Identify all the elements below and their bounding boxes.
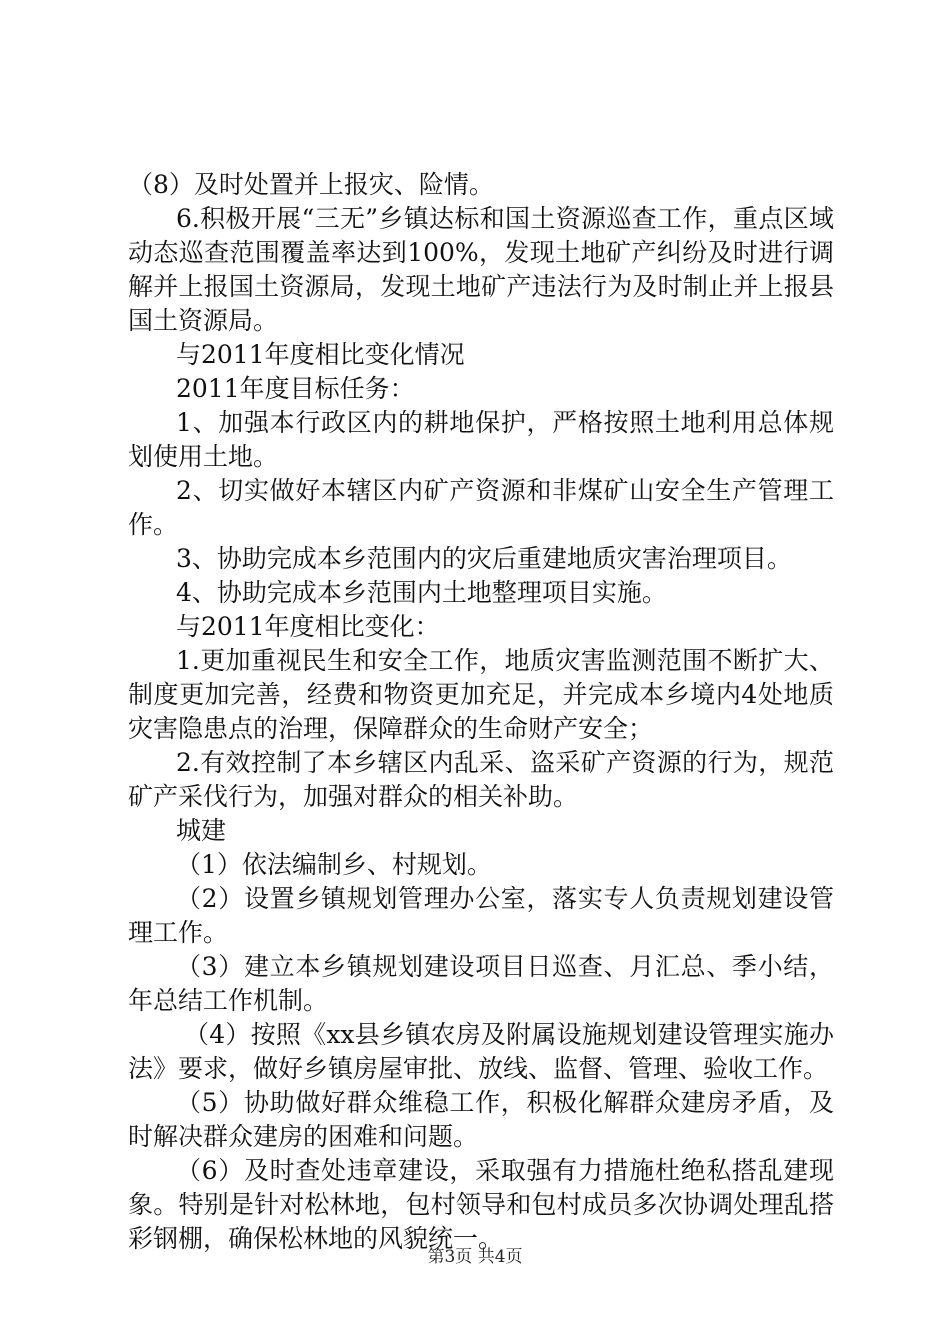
paragraph-17: （5）协助做好群众维稳工作，积极化解群众建房矛盾，及时解决群众建房的困难和问题。	[128, 1088, 834, 1151]
paragraph-5: 1、加强本行政区内的耕地保护，严格按照土地利用总体规划使用土地。	[128, 408, 834, 471]
paragraph-2: 6.积极开展“三无”乡镇达标和国土资源巡查工作，重点区域动态巡查范围覆盖率达到100%，发现土地矿产纠纷及时进行调解并上报国土资源局，发现土地矿产违法行为及时制止并上报县国土资源局。	[128, 204, 834, 335]
paragraph-4: 2011年度目标任务：	[176, 374, 415, 403]
paragraph-3: 与2011年度相比变化情况	[176, 340, 465, 369]
paragraph-11: 2.有效控制了本乡辖区内乱采、盗采矿产资源的行为，规范矿产采伐行为，加强对群众的相关补助。	[128, 748, 834, 811]
paragraph-8: 4、协助完成本乡范围内土地整理项目实施。	[176, 578, 667, 607]
paragraph-6: 2、切实做好本辖区内矿产资源和非煤矿山安全生产管理工作。	[128, 476, 834, 539]
paragraph-15: （3）建立本乡镇规划建设项目日巡查、月汇总、季小结，年总结工作机制。	[128, 952, 834, 1015]
paragraph-16: （4）按照《xx县乡镇农房及附属设施规划建设管理实施办法》要求，做好乡镇房屋审批、放线、监督、管理、验收工作。	[128, 1020, 834, 1083]
paragraph-7: 3、协助完成本乡范围内的灾后重建地质灾害治理项目。	[176, 544, 792, 573]
page-footer	[0, 1242, 950, 1267]
page-number-label: 第3页 共4页	[427, 1247, 523, 1267]
paragraph-1: （8）及时处置并上报灾、险情。	[128, 170, 494, 199]
paragraph-12: 城建	[176, 816, 227, 845]
paragraph-14: （2）设置乡镇规划管理办公室，落实专人负责规划建设管理工作。	[128, 884, 834, 947]
paragraph-18: （6）及时查处违章建设，采取强有力措施杜绝私搭乱建现象。特别是针对松林地，包村领导和包村成员多次协调处理乱搭彩钢棚，确保松林地的风貌统一。	[128, 1156, 834, 1253]
paragraph-9: 与2011年度相比变化：	[176, 612, 440, 641]
paragraph-13: （1）依法编制乡、村规划。	[176, 850, 492, 879]
document-body	[128, 168, 834, 1256]
paragraph-10: 1.更加重视民生和安全工作，地质灾害监测范围不断扩大、制度更加完善，经费和物资更加充足，并完成本乡境内4处地质灾害隐患点的治理，保障群众的生命财产安全；	[128, 646, 834, 743]
